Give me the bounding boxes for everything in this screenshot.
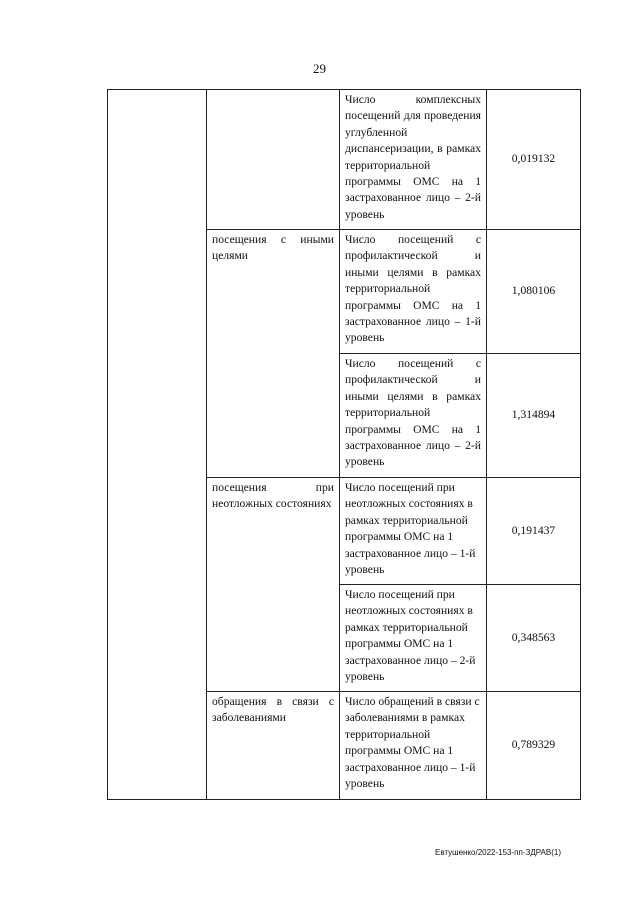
- category-cell: посещения с иными целями: [207, 230, 340, 478]
- indicators-table: [107, 89, 581, 800]
- value-cell: 0,191437: [487, 478, 581, 585]
- value-cell: 1,080106: [487, 230, 581, 354]
- category-cell: посещения при неотложных состояниях: [207, 478, 340, 692]
- value-cell: 0,019132: [487, 90, 581, 230]
- category-cell: [207, 90, 340, 230]
- category-cell: обращения в связи с заболеваниями: [207, 692, 340, 800]
- indicator-cell: Число комплексных посещений для проведения углубленной диспансеризации, в рамках территориальной программы ОМС на 1 застрахованное лицо – 2-й уровень: [340, 90, 487, 230]
- value-cell: 0,348563: [487, 585, 581, 692]
- indicator-cell: Число посещений при неотложных состояниях в рамках территориальной программы ОМС на 1 застрахованное лицо – 1-й уровень: [340, 478, 487, 585]
- indicator-cell: Число посещений с профилактической и иными целями в рамках территориальной программы ОМС на 1 застрахованное лицо – 2-й уровень: [340, 354, 487, 478]
- indicator-cell: Число обращений в связи с заболеваниями в рамках территориальной программы ОМС на 1 застрахованное лицо – 1-й уровень: [340, 692, 487, 800]
- document-footer-code: Евтушенко/2022-153-пп-ЗДРАВ(1): [434, 848, 561, 857]
- indicator-cell: Число посещений с профилактической и иными целями в рамках территориальной программы ОМС на 1 застрахованное лицо – 1-й уровень: [340, 230, 487, 354]
- page-number: 29: [313, 61, 326, 76]
- table-row: [108, 90, 581, 230]
- value-cell: 1,314894: [487, 354, 581, 478]
- value-cell: 0,789329: [487, 692, 581, 800]
- indicator-cell: Число посещений при неотложных состояниях в рамках территориальной программы ОМС на 1 застрахованное лицо – 2-й уровень: [340, 585, 487, 692]
- empty-first-column: [108, 90, 207, 800]
